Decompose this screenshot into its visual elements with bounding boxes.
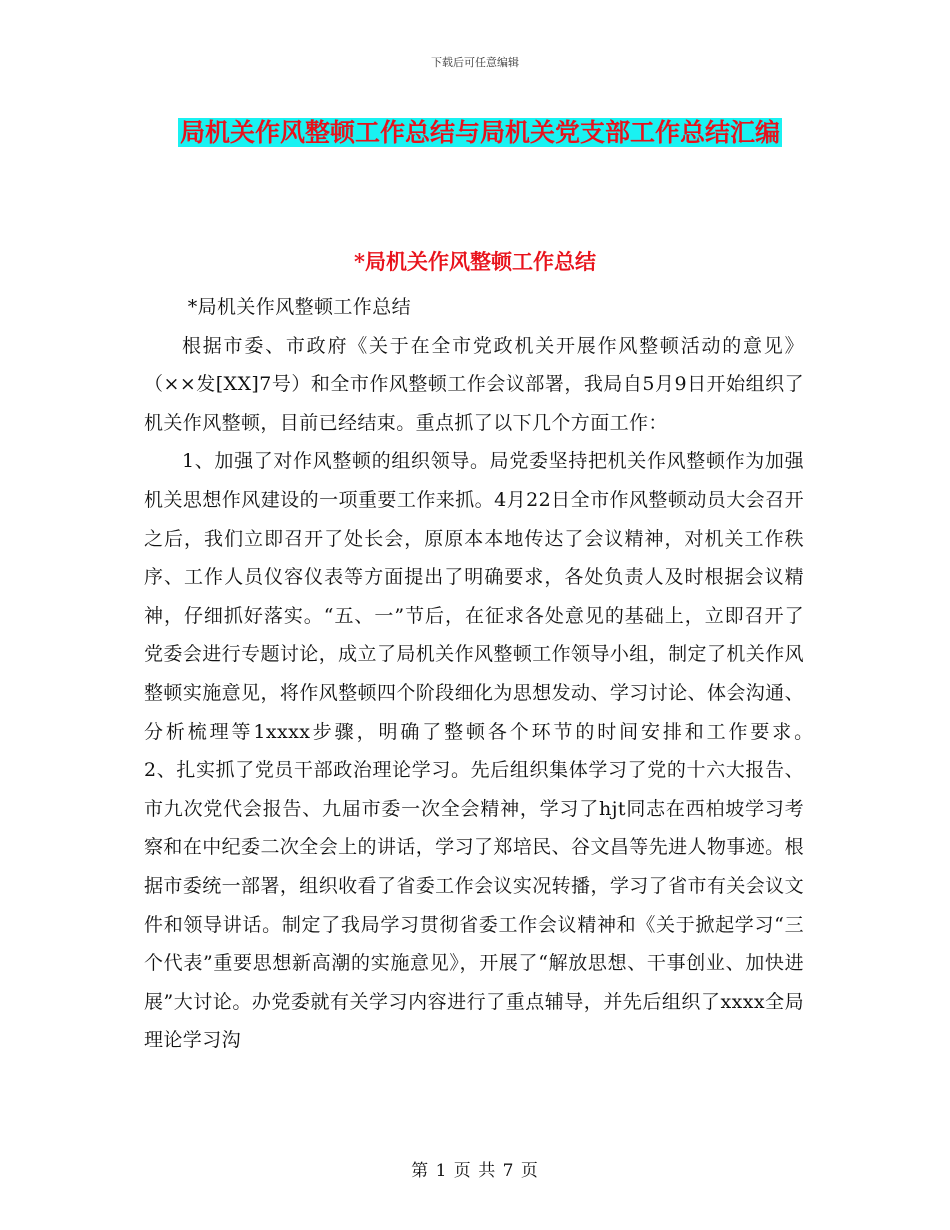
subheading: *局机关作风整顿工作总结 [187,296,411,318]
page-number: 第 1 页 共 7 页 [411,1161,539,1181]
document-title [150,108,810,158]
paragraph: 1、加强了对作风整顿的组织领导。局党委坚持把机关作风整顿作为加强机关思想作风建设的一项重要工作来抓。4月22日全市作风整顿动员大会召开之后，我们立即召开了处长会，原原本本地传达了会议精神，对机关工作秩序、工作人员仪容仪表等方面提出了明确要求，各处负责人及时根据会议精神，仔细抓好落实。“五、一”节后，在征求各处意见的基础上，立即召开了党委会进行专题讨论，成立了局机关作风整顿工作领导小组，制定了机关作风整顿实施意见，将作风整顿四个阶段细化为思想发动、学习讨论、体会沟通、分析梳理等1xxxx步骤，明确了整顿各个环节的时间安排和工作要求。 2、扎实抓了党员干部政治理论学习。先后组织集体学习了党的十六大报告、市九次党代会报告、九届市委一次全会精神，学习了hjt同志在西柏坡学习考察和在中纪委二次全会上的讲话，学习了郑培民、谷文昌等先进人物事迹。根据市委统一部署，组织收看了省委工作会议实况转播，学习了省市有关会议文件和领导讲话。制定了我局学习贯彻省委工作会议精神和《关于掀起学习“三个代表”重要思想新高潮的实施意见》，开展了“解放思想、干事创业、加快进展”大讨论。办党委就有关学习内容进行了重点辅导，并先后组织了xxxx全局理论学习沟 [144,450,843,1052]
section-heading: *局机关作风整顿工作总结 [354,249,596,274]
document-title-text: 局机关作风整顿工作总结与局机关党支部工作总结汇编 [179,118,780,147]
paragraph: 根据市委、市政府《关于在全市党政机关开展作风整顿活动的意见》（××发[XX]7号）和全市作风整顿工作会议部署，我局自5月9日开始组织了机关作风整顿，目前已经结束。重点抓了以下几个方面工作： [144,334,804,434]
document-body [144,288,843,1060]
header-note: 下载后可任意编辑 [431,56,519,69]
